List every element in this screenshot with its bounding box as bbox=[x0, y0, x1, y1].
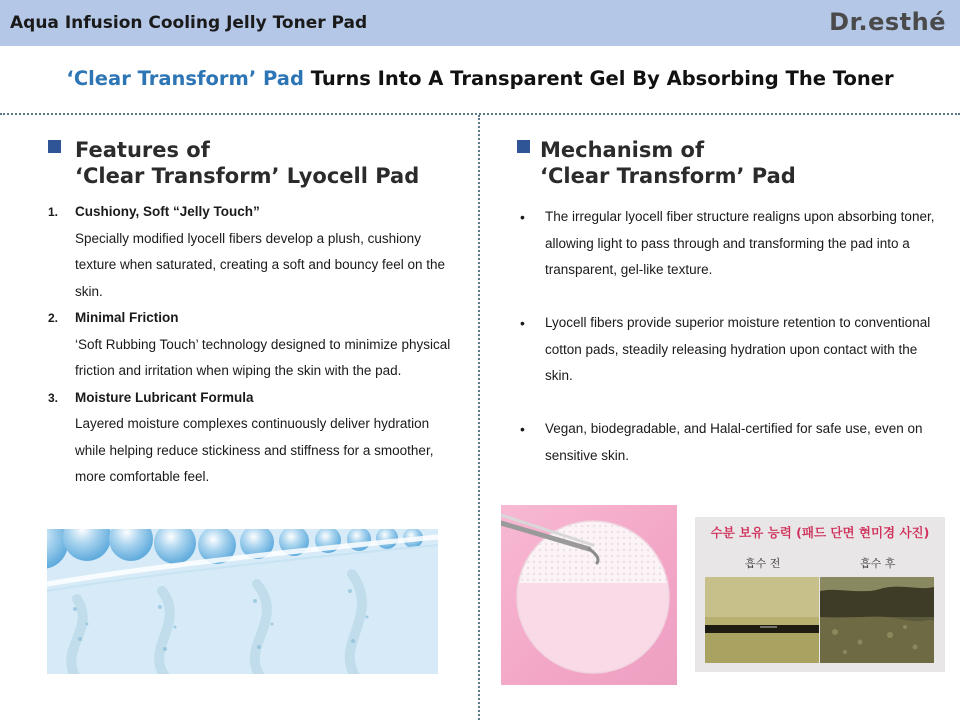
square-bullet-icon bbox=[517, 140, 530, 153]
item-number: 2. bbox=[48, 311, 59, 325]
after-label: 흡수 후 bbox=[860, 557, 896, 570]
bullet-icon: • bbox=[520, 209, 525, 225]
after-micrograph-illustration bbox=[820, 577, 934, 663]
subtitle-accent: ‘Clear Transform’ Pad bbox=[66, 67, 304, 90]
before-micrograph bbox=[705, 577, 819, 663]
microscope-title: 수분 보유 능력 (패드 단면 현미경 사진) bbox=[710, 525, 930, 540]
features-heading bbox=[48, 137, 419, 189]
list-item bbox=[520, 204, 940, 284]
before-micrograph-illustration bbox=[705, 577, 819, 663]
mechanism-heading-line1: Mechanism of bbox=[540, 138, 705, 162]
mechanism-list bbox=[520, 204, 940, 496]
slide-subtitle bbox=[0, 67, 960, 90]
feature-desc: Layered moisture complexes continuously deliver hydration while helping reduce stickiness and stiffness for a smoother, more comfortable feel. bbox=[75, 416, 434, 484]
after-micrograph bbox=[820, 577, 934, 663]
features-list bbox=[48, 199, 458, 491]
microscope-comparison-image bbox=[695, 517, 945, 672]
subtitle-rest: Turns Into A Transparent Gel By Absorbing The Toner bbox=[303, 67, 894, 90]
before-label: 흡수 전 bbox=[745, 557, 781, 570]
list-item bbox=[520, 310, 940, 390]
vertical-divider bbox=[478, 115, 480, 720]
header-bar bbox=[0, 0, 960, 46]
square-bullet-icon bbox=[48, 140, 61, 153]
mechanism-heading bbox=[517, 137, 796, 189]
list-item bbox=[48, 199, 458, 305]
list-item bbox=[520, 416, 940, 469]
features-heading-line1: Features of bbox=[75, 138, 210, 162]
mechanism-heading-line2: ‘Clear Transform’ Pad bbox=[540, 164, 796, 188]
horizontal-divider bbox=[0, 113, 960, 115]
features-heading-line2: ‘Clear Transform’ Lyocell Pad bbox=[75, 164, 420, 188]
feature-desc: ‘Soft Rubbing Touch’ technology designed to minimize physical friction and irritation when wiping the skin with the pad. bbox=[75, 336, 451, 378]
bullet-icon: • bbox=[520, 421, 525, 437]
jelly-texture-image bbox=[47, 529, 438, 674]
pad-transform-image bbox=[501, 505, 677, 685]
item-number: 1. bbox=[48, 205, 59, 219]
mechanism-text: The irregular lyocell fiber structure realigns upon absorbing toner, allowing light to pass through and transforming the pad into a transparent, gel-like texture. bbox=[545, 209, 935, 277]
mechanism-text: Lyocell fibers provide superior moisture retention to conventional cotton pads, steadily releasing hydration upon contact with the skin. bbox=[545, 315, 931, 383]
product-title: Aqua Infusion Cooling Jelly Toner Pad bbox=[10, 13, 368, 33]
feature-title: Cushiony, Soft “Jelly Touch” bbox=[75, 204, 260, 219]
mechanism-text: Vegan, biodegradable, and Halal-certified for safe use, even on sensitive skin. bbox=[545, 421, 923, 463]
feature-title: Minimal Friction bbox=[75, 310, 179, 325]
bullet-icon: • bbox=[520, 315, 525, 331]
jelly-texture-illustration bbox=[47, 529, 438, 674]
feature-title: Moisture Lubricant Formula bbox=[75, 389, 254, 405]
feature-desc: Specially modified lyocell fibers develop a plush, cushiony texture when saturated, creating a soft and bouncy feel on the skin. bbox=[75, 230, 445, 299]
list-item bbox=[48, 385, 458, 491]
pad-illustration bbox=[501, 505, 677, 685]
brand-logo: Dr.esthé bbox=[829, 8, 946, 36]
list-item bbox=[48, 305, 458, 385]
item-number: 3. bbox=[48, 390, 59, 405]
